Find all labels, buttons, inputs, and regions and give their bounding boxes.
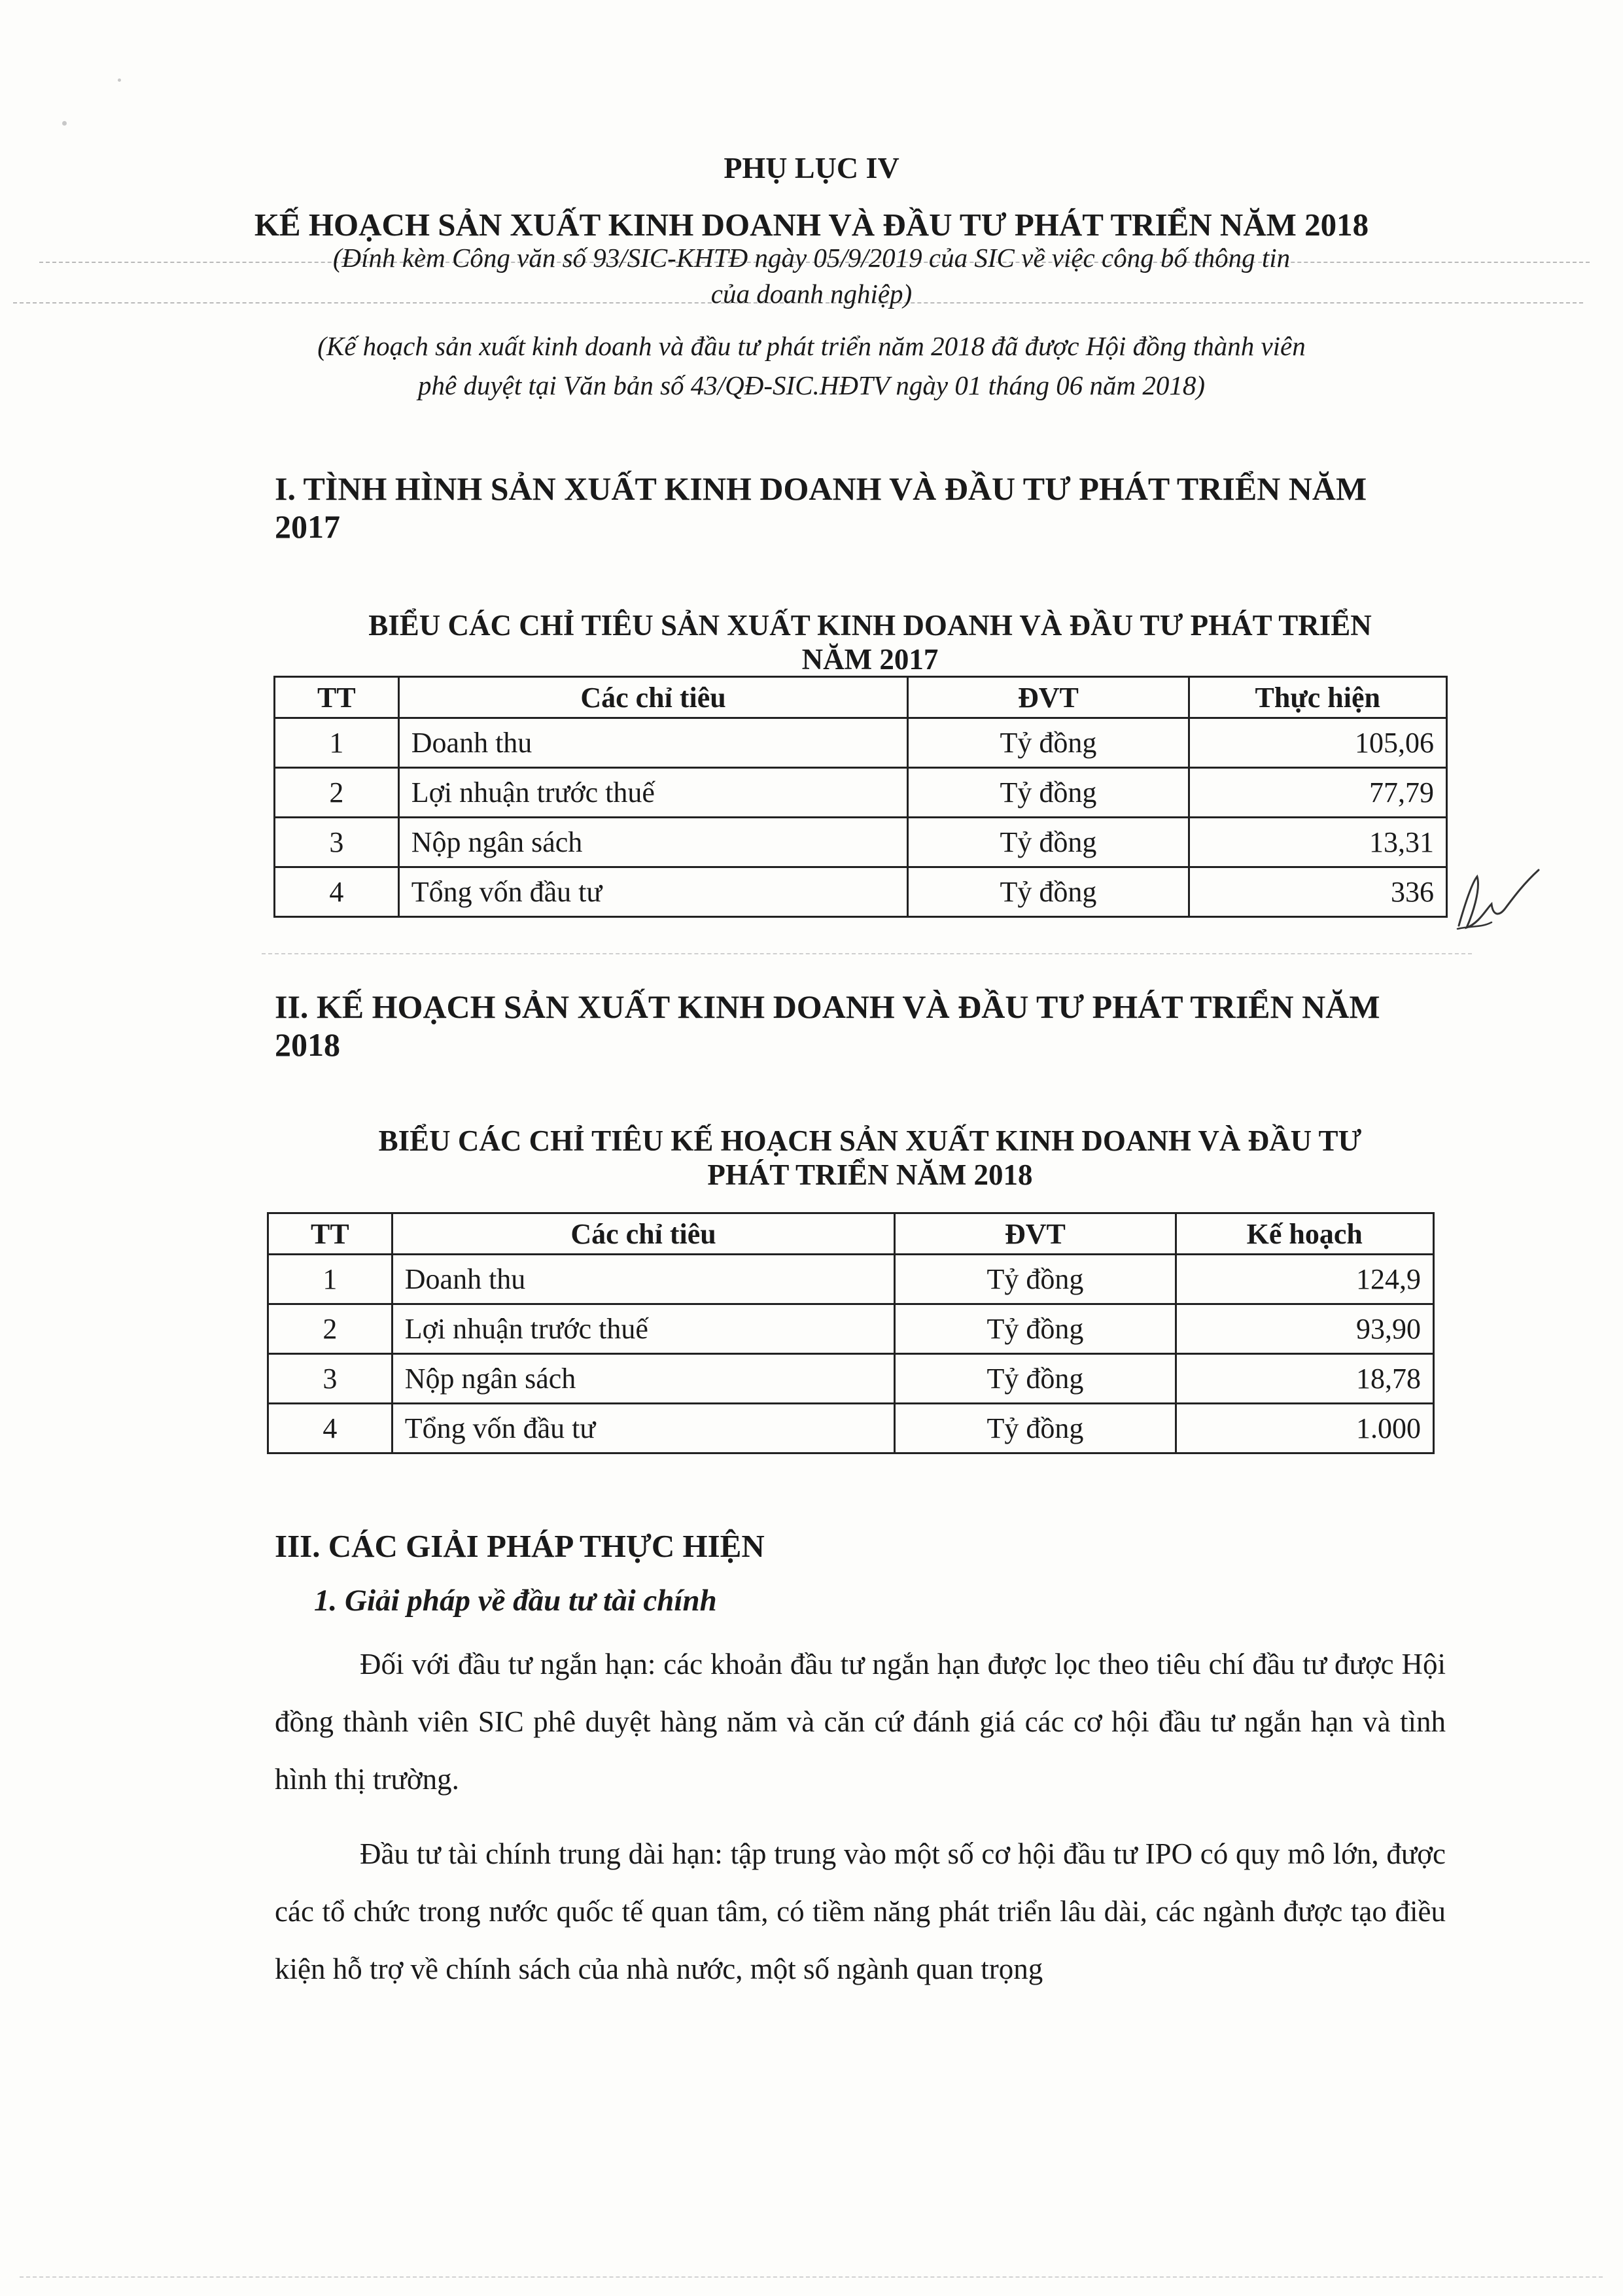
cell-value: 77,79: [1189, 768, 1446, 818]
table-2018-plan: [267, 1212, 1435, 1454]
section-1-heading: [275, 470, 1465, 546]
section-2-heading: [275, 988, 1465, 1064]
table-row: [275, 867, 1447, 917]
cell-unit: Tỷ đồng: [908, 818, 1189, 867]
cell-tt: 3: [275, 818, 399, 867]
cell-tt: 1: [275, 718, 399, 768]
cell-unit: Tỷ đồng: [895, 1304, 1176, 1354]
cell-indicator: Doanh thu: [398, 718, 908, 768]
cell-value: 13,31: [1189, 818, 1446, 867]
table-row: [268, 1255, 1434, 1304]
paragraph-short-term-investment: Đối với đầu tư ngắn hạn: các khoản đầu tư ngắn hạn được lọc theo tiêu chí đầu tư được Hội đồng thành viên SIC phê duyệt hàng năm và căn cứ đánh giá các cơ hội đầu tư ngắn hạn và tình hình thị trường.: [275, 1648, 1446, 1796]
cell-indicator: Lợi nhuận trước thuế: [398, 768, 908, 818]
cell-unit: Tỷ đồng: [908, 718, 1189, 768]
approval-line-2: phê duyệt tại Văn bản số 43/QĐ-SIC.HĐTV ngày 01 tháng 06 năm 2018): [418, 370, 1205, 400]
section-2-heading-line-2: 2018: [275, 1026, 340, 1063]
dashed-rule: [20, 2276, 1603, 2278]
cell-value: 105,06: [1189, 718, 1446, 768]
table-2-caption-line-2: PHÁT TRIỂN NĂM 2018: [707, 1158, 1033, 1191]
paragraph-long-term-investment: Đầu tư tài chính trung dài hạn: tập trung vào một số cơ hội đầu tư IPO có quy mô lớn, được các tổ chức trong nước quốc tế quan tâm, có tiềm năng phát triển lâu dài, các ngành được tạo điều kiện hỗ trợ về chính sách của nhà nước, một số ngành quan trọng: [275, 1837, 1446, 1985]
cell-tt: 1: [268, 1255, 393, 1304]
section-3-heading: III. CÁC GIẢI PHÁP THỰC HIỆN: [275, 1528, 765, 1564]
table-row: [275, 818, 1447, 867]
cell-value: 93,90: [1176, 1304, 1433, 1354]
approval-line-1: (Kế hoạch sản xuất kinh doanh và đầu tư phát triển năm 2018 đã được Hội đồng thành viên: [317, 331, 1306, 361]
table-row: [268, 1404, 1434, 1453]
column-header-unit: ĐVT: [895, 1213, 1176, 1255]
column-header-indicator: Các chỉ tiêu: [398, 677, 908, 718]
cell-tt: 3: [268, 1354, 393, 1404]
table-2017-results: [273, 676, 1448, 918]
section-1-heading-line-1: I. TÌNH HÌNH SẢN XUẤT KINH DOANH VÀ ĐẦU TƯ PHÁT TRIỂN NĂM: [275, 470, 1367, 507]
cell-unit: Tỷ đồng: [895, 1404, 1176, 1453]
cell-indicator: Lợi nhuận trước thuế: [392, 1304, 895, 1354]
cell-indicator: Nộp ngân sách: [392, 1354, 895, 1404]
cell-value: 336: [1189, 867, 1446, 917]
cell-unit: Tỷ đồng: [908, 768, 1189, 818]
column-header-value: Thực hiện: [1189, 677, 1446, 718]
table-header-row: [268, 1213, 1434, 1255]
column-header-tt: TT: [275, 677, 399, 718]
cell-tt: 2: [275, 768, 399, 818]
section-1-heading-line-2: 2017: [275, 508, 340, 545]
column-header-value: Kế hoạch: [1176, 1213, 1433, 1255]
cell-unit: Tỷ đồng: [895, 1354, 1176, 1404]
column-header-indicator: Các chỉ tiêu: [392, 1213, 895, 1255]
cell-indicator: Tổng vốn đầu tư: [392, 1404, 895, 1453]
column-header-unit: ĐVT: [908, 677, 1189, 718]
cell-tt: 2: [268, 1304, 393, 1354]
table-header-row: [275, 677, 1447, 718]
cell-value: 18,78: [1176, 1354, 1433, 1404]
table-row: [275, 718, 1447, 768]
cell-tt: 4: [268, 1404, 393, 1453]
scan-speck: [118, 78, 121, 82]
document-title: KẾ HOẠCH SẢN XUẤT KINH DOANH VÀ ĐẦU TƯ PHÁT TRIỂN NĂM 2018: [254, 207, 1369, 243]
scan-speck: [62, 121, 67, 126]
section-2-heading-line-1: II. KẾ HOẠCH SẢN XUẤT KINH DOANH VÀ ĐẦU TƯ PHÁT TRIỂN NĂM: [275, 988, 1380, 1025]
cell-unit: Tỷ đồng: [895, 1255, 1176, 1304]
cell-value: 124,9: [1176, 1255, 1433, 1304]
table-1-caption-line-2: NĂM 2017: [801, 643, 939, 676]
table-row: [268, 1304, 1434, 1354]
cell-tt: 4: [275, 867, 399, 917]
cell-indicator: Nộp ngân sách: [398, 818, 908, 867]
cell-indicator: Tổng vốn đầu tư: [398, 867, 908, 917]
table-1-caption: [275, 608, 1465, 676]
table-row: [268, 1354, 1434, 1404]
cell-unit: Tỷ đồng: [908, 867, 1189, 917]
table-2-caption: [275, 1124, 1465, 1192]
attachment-line-1: (Đính kèm Công văn số 93/SIC-KHTĐ ngày 05/9/2019 của SIC về việc công bố thông tin: [332, 243, 1291, 273]
appendix-title: PHỤ LỤC IV: [724, 151, 899, 184]
cell-value: 1.000: [1176, 1404, 1433, 1453]
handwritten-initials: [1452, 863, 1544, 935]
table-2-caption-line-1: BIỂU CÁC CHỈ TIÊU KẾ HOẠCH SẢN XUẤT KINH DOANH VÀ ĐẦU TƯ: [378, 1124, 1362, 1157]
table-1-caption-line-1: BIỂU CÁC CHỈ TIÊU SẢN XUẤT KINH DOANH VÀ ĐẦU TƯ PHÁT TRIỂN: [368, 609, 1372, 642]
dashed-rule: [262, 953, 1472, 954]
column-header-tt: TT: [268, 1213, 393, 1255]
subsection-1-heading: 1. Giải pháp về đầu tư tài chính: [314, 1584, 717, 1618]
table-row: [275, 768, 1447, 818]
attachment-line-2: của doanh nghiệp): [710, 279, 913, 309]
cell-indicator: Doanh thu: [392, 1255, 895, 1304]
